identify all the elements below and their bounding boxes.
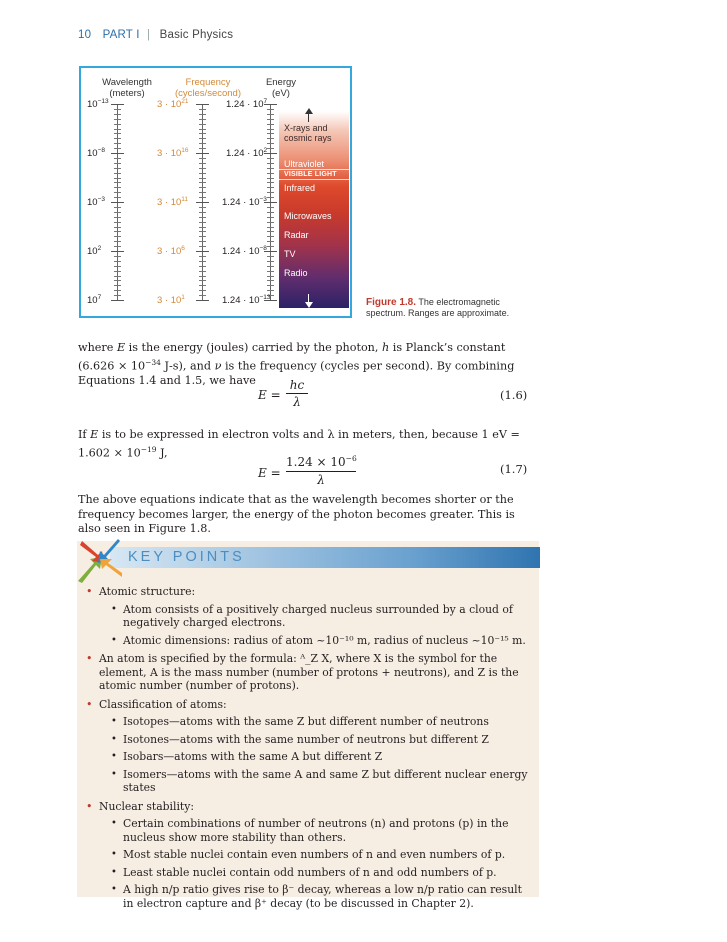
ruler-minor-tick [199,266,206,267]
key-point-subtext: Isotopes—atoms with the same Z but different number of neutrons [123,715,489,728]
frequency-tick-label: $3 \cdot 10^{16}$ [157,147,189,159]
ruler-minor-tick [114,163,121,164]
bullet-icon: • [86,652,93,665]
ruler-minor-tick [114,231,121,232]
ruler-minor-tick [114,124,121,125]
key-point-subitem [99,733,534,747]
ruler-minor-tick [114,227,121,228]
wavelength-tick-label: $10^{-13}$ [87,98,109,110]
ruler-minor-tick [267,129,274,130]
energy-header [241,77,321,99]
ruler-minor-tick [199,168,206,169]
ruler-minor-tick [267,109,274,110]
ruler-minor-tick [114,290,121,291]
key-point-subtext: Atom consists of a positively charged nucleus surrounded by a cloud of negatively charged electrons. [123,602,513,629]
ruler-minor-tick [267,217,274,218]
header-divider: | [147,29,151,41]
key-point-subtext: Isobars—atoms with the same A but different Z [123,750,383,763]
energy-tick-label: $1.24 \cdot 10^{-3}$ [222,196,267,208]
ruler-minor-tick [267,271,274,272]
ruler-minor-tick [199,280,206,281]
ruler-minor-tick [114,187,121,188]
ruler-minor-tick [199,129,206,130]
ruler-minor-tick [199,285,206,286]
ruler-minor-tick [114,129,121,130]
ruler-minor-tick [267,227,274,228]
key-point-text: Nuclear stability: [99,799,194,813]
key-point-item [86,800,534,911]
arrow-down-icon [305,302,313,308]
ruler-minor-tick [267,173,274,174]
ruler-minor-tick [114,207,121,208]
band-xray [284,123,332,143]
ruler-minor-tick [199,143,206,144]
ruler-minor-tick [267,182,274,183]
ruler-minor-tick [114,280,121,281]
ruler-minor-tick [199,163,206,164]
bullet-icon: • [111,716,117,727]
eq-denominator: λ [293,395,301,409]
ruler-minor-tick [114,143,121,144]
key-point-subitem [99,883,534,910]
ruler-minor-tick [267,119,274,120]
band-xray-line1: X-rays and [284,123,328,133]
eq-numerator-base: 1.24 × 10 [286,455,346,469]
ruler-minor-tick [114,148,121,149]
ruler-minor-tick [199,256,206,257]
bullet-icon: • [111,866,117,878]
ruler-minor-tick [267,266,274,267]
ruler-minor-tick [199,114,206,115]
exponent: −19 [140,444,157,454]
wavelength-tick-label: $10^7$ [87,294,102,306]
ruler-minor-tick [267,231,274,232]
arrow-up-shaft [308,112,309,122]
ruler-minor-tick [199,158,206,159]
key-point-subitem [99,866,534,880]
ruler-minor-tick [199,246,206,247]
ruler-minor-tick [199,119,206,120]
frequency-tick-label: $3 \cdot 10^1$ [157,294,185,306]
key-point-subitem [99,768,534,795]
ruler-minor-tick [114,241,121,242]
ruler-minor-tick [114,173,121,174]
bullet-icon: • [111,884,117,895]
key-point-text: An atom is specified by the formula: ᴬ_Z X, where X is the symbol for the element, A is the mass number (number of protons + neutrons), and Z is the atomic number (number of protons). [99,652,519,692]
ruler-minor-tick [199,182,206,183]
ruler-minor-tick [199,241,206,242]
frequency-ruler [198,104,208,300]
key-point-item [86,652,534,693]
ruler-minor-tick [267,197,274,198]
energy-tick-label: $1.24 \cdot 10^{-13}$ [222,294,271,306]
band-microwaves: Microwaves [284,211,332,221]
var-E: E [116,341,126,354]
band-ultraviolet: Ultraviolet [284,159,325,169]
wavelength-ruler [113,104,123,300]
bullet-icon: • [111,849,117,860]
ruler-minor-tick [199,236,206,237]
bullet-icon: • [111,751,117,762]
text: J, [156,446,168,460]
bullet-icon: • [111,733,117,745]
ruler-major-tick [196,251,209,252]
ruler-major-tick [196,300,209,301]
ruler-minor-tick [114,256,121,257]
ruler-minor-tick [199,148,206,149]
frequency-title: Frequency [185,77,231,88]
wavelength-unit: (meters) [109,88,145,99]
ruler-minor-tick [114,168,121,169]
band-visible-light: VISIBLE LIGHT [284,171,337,178]
key-points-list [86,585,534,915]
energy-ruler [266,104,276,300]
fraction-bar [286,471,356,472]
ruler-minor-tick [267,241,274,242]
exponent: −34 [145,357,161,367]
key-points-title: KEY POINTS [128,549,245,565]
ruler-minor-tick [199,217,206,218]
ruler-minor-tick [267,168,274,169]
eq-lhs: E = [258,388,281,402]
ruler-minor-tick [114,266,121,267]
var-nu: ν [214,359,222,373]
spectrum-band [279,111,349,308]
bullet-icon: • [111,818,117,829]
ruler-minor-tick [267,148,274,149]
ruler-minor-tick [114,271,121,272]
key-point-subitem [99,848,534,862]
ruler-minor-tick [267,222,274,223]
ruler-minor-tick [114,119,121,120]
ruler-minor-tick [114,285,121,286]
key-point-subtext: Isotones—atoms with the same number of neutrons but different Z [123,732,489,746]
ruler-minor-tick [114,217,121,218]
paragraph-summary: The above equations indicate that as the wavelength becomes shorter or the frequency becomes larger, the energy of the photon becomes greater. This is also seen in Figure 1.8. [78,493,515,535]
ruler-minor-tick [114,178,121,179]
ruler-minor-tick [114,261,121,262]
eq-numerator [286,454,356,469]
ruler-minor-tick [267,143,274,144]
ruler-minor-tick [199,109,206,110]
ruler-minor-tick [267,212,274,213]
ruler-minor-tick [267,256,274,257]
ruler-major-tick [111,153,124,154]
ruler-minor-tick [199,138,206,139]
page-number: 10 [78,29,92,41]
band-infrared: Infrared [284,183,316,193]
ruler-minor-tick [199,290,206,291]
text: If [78,428,91,441]
key-point-subtext: Most stable nuclei contain even numbers of n and even numbers of p. [123,848,506,861]
ruler-minor-tick [114,133,121,134]
ruler-major-tick [111,251,124,252]
key-point-text: Classification of atoms: [99,697,227,711]
part-label: PART I [102,29,140,41]
var-h: h [382,341,390,354]
wavelength-tick-label: $10^{-3}$ [87,196,105,208]
band-xray-line2: cosmic rays [284,133,332,143]
bullet-icon: • [86,799,93,813]
key-point-subtext: Least stable nuclei contain odd numbers of n and odd numbers of p. [123,865,497,879]
text: is Planck’s constant (6.626 × 10 [78,341,506,373]
ruler-minor-tick [199,231,206,232]
key-point-subitem [99,715,534,729]
wavelength-tick-label: $10^2$ [87,245,102,257]
exponent: −6 [345,454,357,463]
paragraph-planck [78,341,540,388]
ruler-major-tick [111,300,124,301]
ruler-minor-tick [267,133,274,134]
ruler-minor-tick [199,271,206,272]
ruler-minor-tick [199,261,206,262]
ruler-major-tick [111,104,124,105]
ruler-minor-tick [267,114,274,115]
key-point-item [86,698,534,795]
ruler-minor-tick [267,207,274,208]
ruler-minor-tick [114,114,121,115]
ruler-major-tick [111,202,124,203]
ruler-minor-tick [267,236,274,237]
band-tv: TV [284,249,296,259]
section-title: Basic Physics [159,29,234,41]
text: is the frequency (cycles per second). By combining Equations 1.4 and 1.5, we have [78,359,515,387]
ruler-minor-tick [114,197,121,198]
ruler-minor-tick [267,261,274,262]
ruler-minor-tick [267,280,274,281]
ruler-minor-tick [199,197,206,198]
energy-title: Energy [265,77,297,88]
ruler-minor-tick [114,222,121,223]
ruler-minor-tick [267,138,274,139]
frequency-tick-label: $3 \cdot 10^{21}$ [157,98,189,110]
key-point-subtext: Atomic dimensions: radius of atom ~10⁻¹⁰ m, radius of nucleus ~10⁻¹⁵ m. [123,633,526,647]
key-point-subtext: Isomers—atoms with the same A and same Z but different nuclear energy states [123,767,528,794]
var-E: E [90,428,99,441]
ruler-minor-tick [199,192,206,193]
ruler-minor-tick [267,246,274,247]
ruler-minor-tick [199,212,206,213]
bullet-icon: • [86,585,93,598]
key-point-subitem [99,634,534,648]
fraction-bar [286,393,308,394]
energy-unit: (eV) [272,88,290,99]
ruler-minor-tick [199,133,206,134]
running-header [78,29,233,41]
energy-tick-label: $1.24 \cdot 10^{-8}$ [222,245,267,257]
wavelength-title: Wavelength [102,77,152,88]
ruler-minor-tick [199,222,206,223]
ruler-minor-tick [199,173,206,174]
text: where [78,341,117,354]
ruler-minor-tick [114,109,121,110]
key-point-subtext: Certain combinations of number of neutrons (n) and protons (p) in the nucleus show more stability than others. [123,817,509,844]
ruler-minor-tick [267,158,274,159]
equation-number-1-6: (1.6) [500,388,528,402]
equation-number-1-7: (1.7) [500,462,528,476]
ruler-minor-tick [267,285,274,286]
ruler-minor-tick [199,207,206,208]
key-point-item [86,585,534,647]
key-point-subtext: A high n/p ratio gives rise to β⁻ decay, whereas a low n/p ratio can result in electron capture and β⁺ decay (to be discussed in Chapter 2). [123,883,522,910]
key-point-subitem [99,750,534,764]
frequency-tick-label: $3 \cdot 10^{11}$ [157,196,189,208]
ruler-major-tick [196,104,209,105]
bullet-icon: • [111,768,117,780]
key-point-subitem [99,817,534,844]
ruler-minor-tick [114,192,121,193]
ruler-minor-tick [199,276,206,277]
ruler-minor-tick [199,178,206,179]
ruler-minor-tick [267,178,274,179]
key-point-text: Atomic structure: [99,585,196,598]
ruler-minor-tick [114,158,121,159]
figure-label: Figure 1.8. [366,297,417,308]
wavelength-header [87,77,167,99]
band-divider [279,179,349,180]
figure-caption-text: The electromagnetic spectrum. Ranges are approximate. [366,297,510,318]
eq-numerator: hc [289,378,305,392]
ruler-major-tick [196,153,209,154]
band-radar: Radar [284,230,309,240]
ruler-minor-tick [267,192,274,193]
frequency-tick-label: $3 \cdot 10^6$ [157,245,185,257]
ruler-major-tick [196,202,209,203]
key-points-arrows-icon [76,537,124,585]
band-radio: Radio [284,268,308,278]
ruler-minor-tick [114,212,121,213]
eq-lhs: E = [258,466,281,480]
energy-tick-label: $1.24 \cdot 10^2$ [226,147,268,159]
bullet-icon: • [86,697,93,711]
text: is the energy (joules) carried by the photon, [125,341,383,354]
ruler-minor-tick [199,227,206,228]
ruler-minor-tick [199,187,206,188]
arrow-up-icon [305,108,313,114]
ruler-minor-tick [199,295,206,296]
ruler-minor-tick [114,276,121,277]
text: is to be expressed in electron volts and λ in meters, then, because 1 eV = 1.602 × 10 [78,428,520,460]
ruler-minor-tick [267,124,274,125]
energy-tick-label: $1.24 \cdot 10^7$ [226,98,268,110]
frequency-unit: (cycles/second) [175,88,241,99]
ruler-minor-tick [114,182,121,183]
bullet-icon: • [111,603,117,615]
frequency-header [163,77,253,99]
ruler-minor-tick [114,236,121,237]
ruler-minor-tick [114,295,121,296]
key-point-subitem [99,603,534,630]
ruler-minor-tick [267,187,274,188]
ruler-minor-tick [267,290,274,291]
ruler-minor-tick [267,163,274,164]
ruler-minor-tick [114,246,121,247]
wavelength-tick-label: $10^{-8}$ [87,147,105,159]
ruler-minor-tick [267,276,274,277]
ruler-minor-tick [114,138,121,139]
eq-denominator: λ [317,473,325,487]
ruler-minor-tick [199,124,206,125]
figure-electromagnetic-spectrum [79,66,352,318]
text: J-s), and [160,359,215,373]
figure-caption [366,297,536,319]
bullet-icon: • [111,634,117,646]
